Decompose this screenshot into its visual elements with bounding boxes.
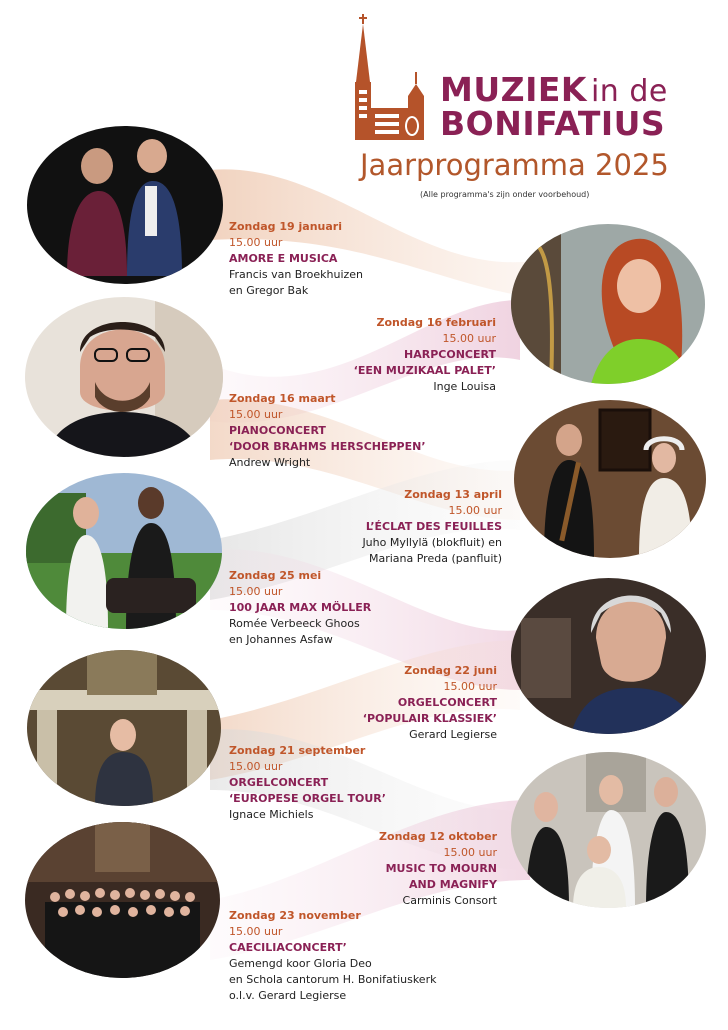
event-performers: Andrew Wright <box>229 456 311 469</box>
event-title: PIANOCONCERT <box>229 424 326 437</box>
event-title: 100 JAAR MAX MÖLLER <box>229 601 372 614</box>
event-performers: Carminis Consort <box>402 894 497 907</box>
event-time: 15.00 uur <box>229 585 283 598</box>
event-date: Zondag 23 november <box>229 909 361 922</box>
event-time: 15.00 uur <box>229 760 283 773</box>
church-logo <box>350 12 440 144</box>
disclaimer: (Alle programma's zijn onder voorbehoud) <box>420 190 590 199</box>
event-title: CAECILIACONCERT’ <box>229 941 347 954</box>
event-performers: Ignace Michiels <box>229 808 314 821</box>
event-date: Zondag 16 maart <box>229 392 336 405</box>
event-date: Zondag 22 juni <box>404 664 497 677</box>
event-title: MUSIC TO MOURN <box>385 862 497 875</box>
event-performers: en Gregor Bak <box>229 284 309 297</box>
event-performers: en Schola cantorum H. Bonifatiuskerk <box>229 973 437 986</box>
event-time: 15.00 uur <box>229 408 283 421</box>
event-februari <box>354 315 496 395</box>
photo-music-to-mourn <box>511 752 706 908</box>
event-performers: Mariana Preda (panfluit) <box>368 552 502 565</box>
event-performers: Romée Verbeeck Ghoos <box>229 617 360 630</box>
event-time: 15.00 uur <box>443 846 497 859</box>
event-januari <box>229 219 363 299</box>
event-title: AMORE E MUSICA <box>229 252 338 265</box>
event-mei <box>229 568 371 648</box>
event-time: 15.00 uur <box>443 680 497 693</box>
photo-populair-klassiek <box>511 578 706 734</box>
event-title: ‘EEN MUZIKAAL PALET’ <box>353 364 496 377</box>
event-date: Zondag 13 april <box>404 488 502 501</box>
event-date: Zondag 12 oktober <box>379 830 497 843</box>
event-title: L’ÉCLAT DES FEUILLES <box>365 520 502 533</box>
event-date: Zondag 25 mei <box>229 569 322 582</box>
site-title-line2: BONIFATIUS <box>440 104 666 143</box>
event-maart <box>229 391 426 471</box>
photo-europese-orgel-tour <box>27 650 221 806</box>
event-performers: Gerard Legierse <box>409 728 497 741</box>
event-performers: Gemengd koor Gloria Deo <box>229 957 372 970</box>
photo-eclat-des-feuilles <box>514 400 706 558</box>
site-title-line1: MUZIEK in de <box>440 70 668 109</box>
event-performers: Juho Myllylä (blokfluit) en <box>362 536 502 549</box>
event-title: AND MAGNIFY <box>409 878 497 891</box>
event-performers: en Johannes Asfaw <box>229 633 333 646</box>
event-date: Zondag 19 januari <box>229 220 342 233</box>
photo-max-moller <box>26 473 222 629</box>
event-time: 15.00 uur <box>229 236 283 249</box>
event-november <box>229 908 436 1004</box>
event-date: Zondag 16 februari <box>376 316 496 329</box>
event-title: ORGELCONCERT <box>397 696 497 709</box>
event-title: ‘POPULAIR KLASSIEK’ <box>362 712 497 725</box>
event-performers: Francis van Broekhuizen <box>229 268 364 281</box>
photo-pianoconcert <box>25 297 223 457</box>
event-title: HARPCONCERT <box>404 348 496 361</box>
photo-amore-e-musica <box>27 126 223 284</box>
event-title: ‘EUROPESE ORGEL TOUR’ <box>229 792 386 805</box>
event-time: 15.00 uur <box>229 925 283 938</box>
event-time: 15.00 uur <box>442 332 496 345</box>
event-performers: o.l.v. Gerard Legierse <box>229 989 347 1002</box>
event-title: ORGELCONCERT <box>229 776 329 789</box>
event-time: 15.00 uur <box>448 504 502 517</box>
photo-harpconcert <box>511 224 705 384</box>
event-title: ‘DOOR BRAHMS HERSCHEPPEN’ <box>229 440 426 453</box>
event-oktober <box>379 829 497 909</box>
page-subtitle: Jaarprogramma 2025 <box>360 148 669 182</box>
photo-caeciliaconcert <box>25 822 220 978</box>
event-april <box>362 487 502 567</box>
event-date: Zondag 21 september <box>229 744 366 757</box>
event-juni <box>363 663 497 743</box>
event-september <box>229 743 386 823</box>
event-performers: Inge Louisa <box>433 380 496 393</box>
